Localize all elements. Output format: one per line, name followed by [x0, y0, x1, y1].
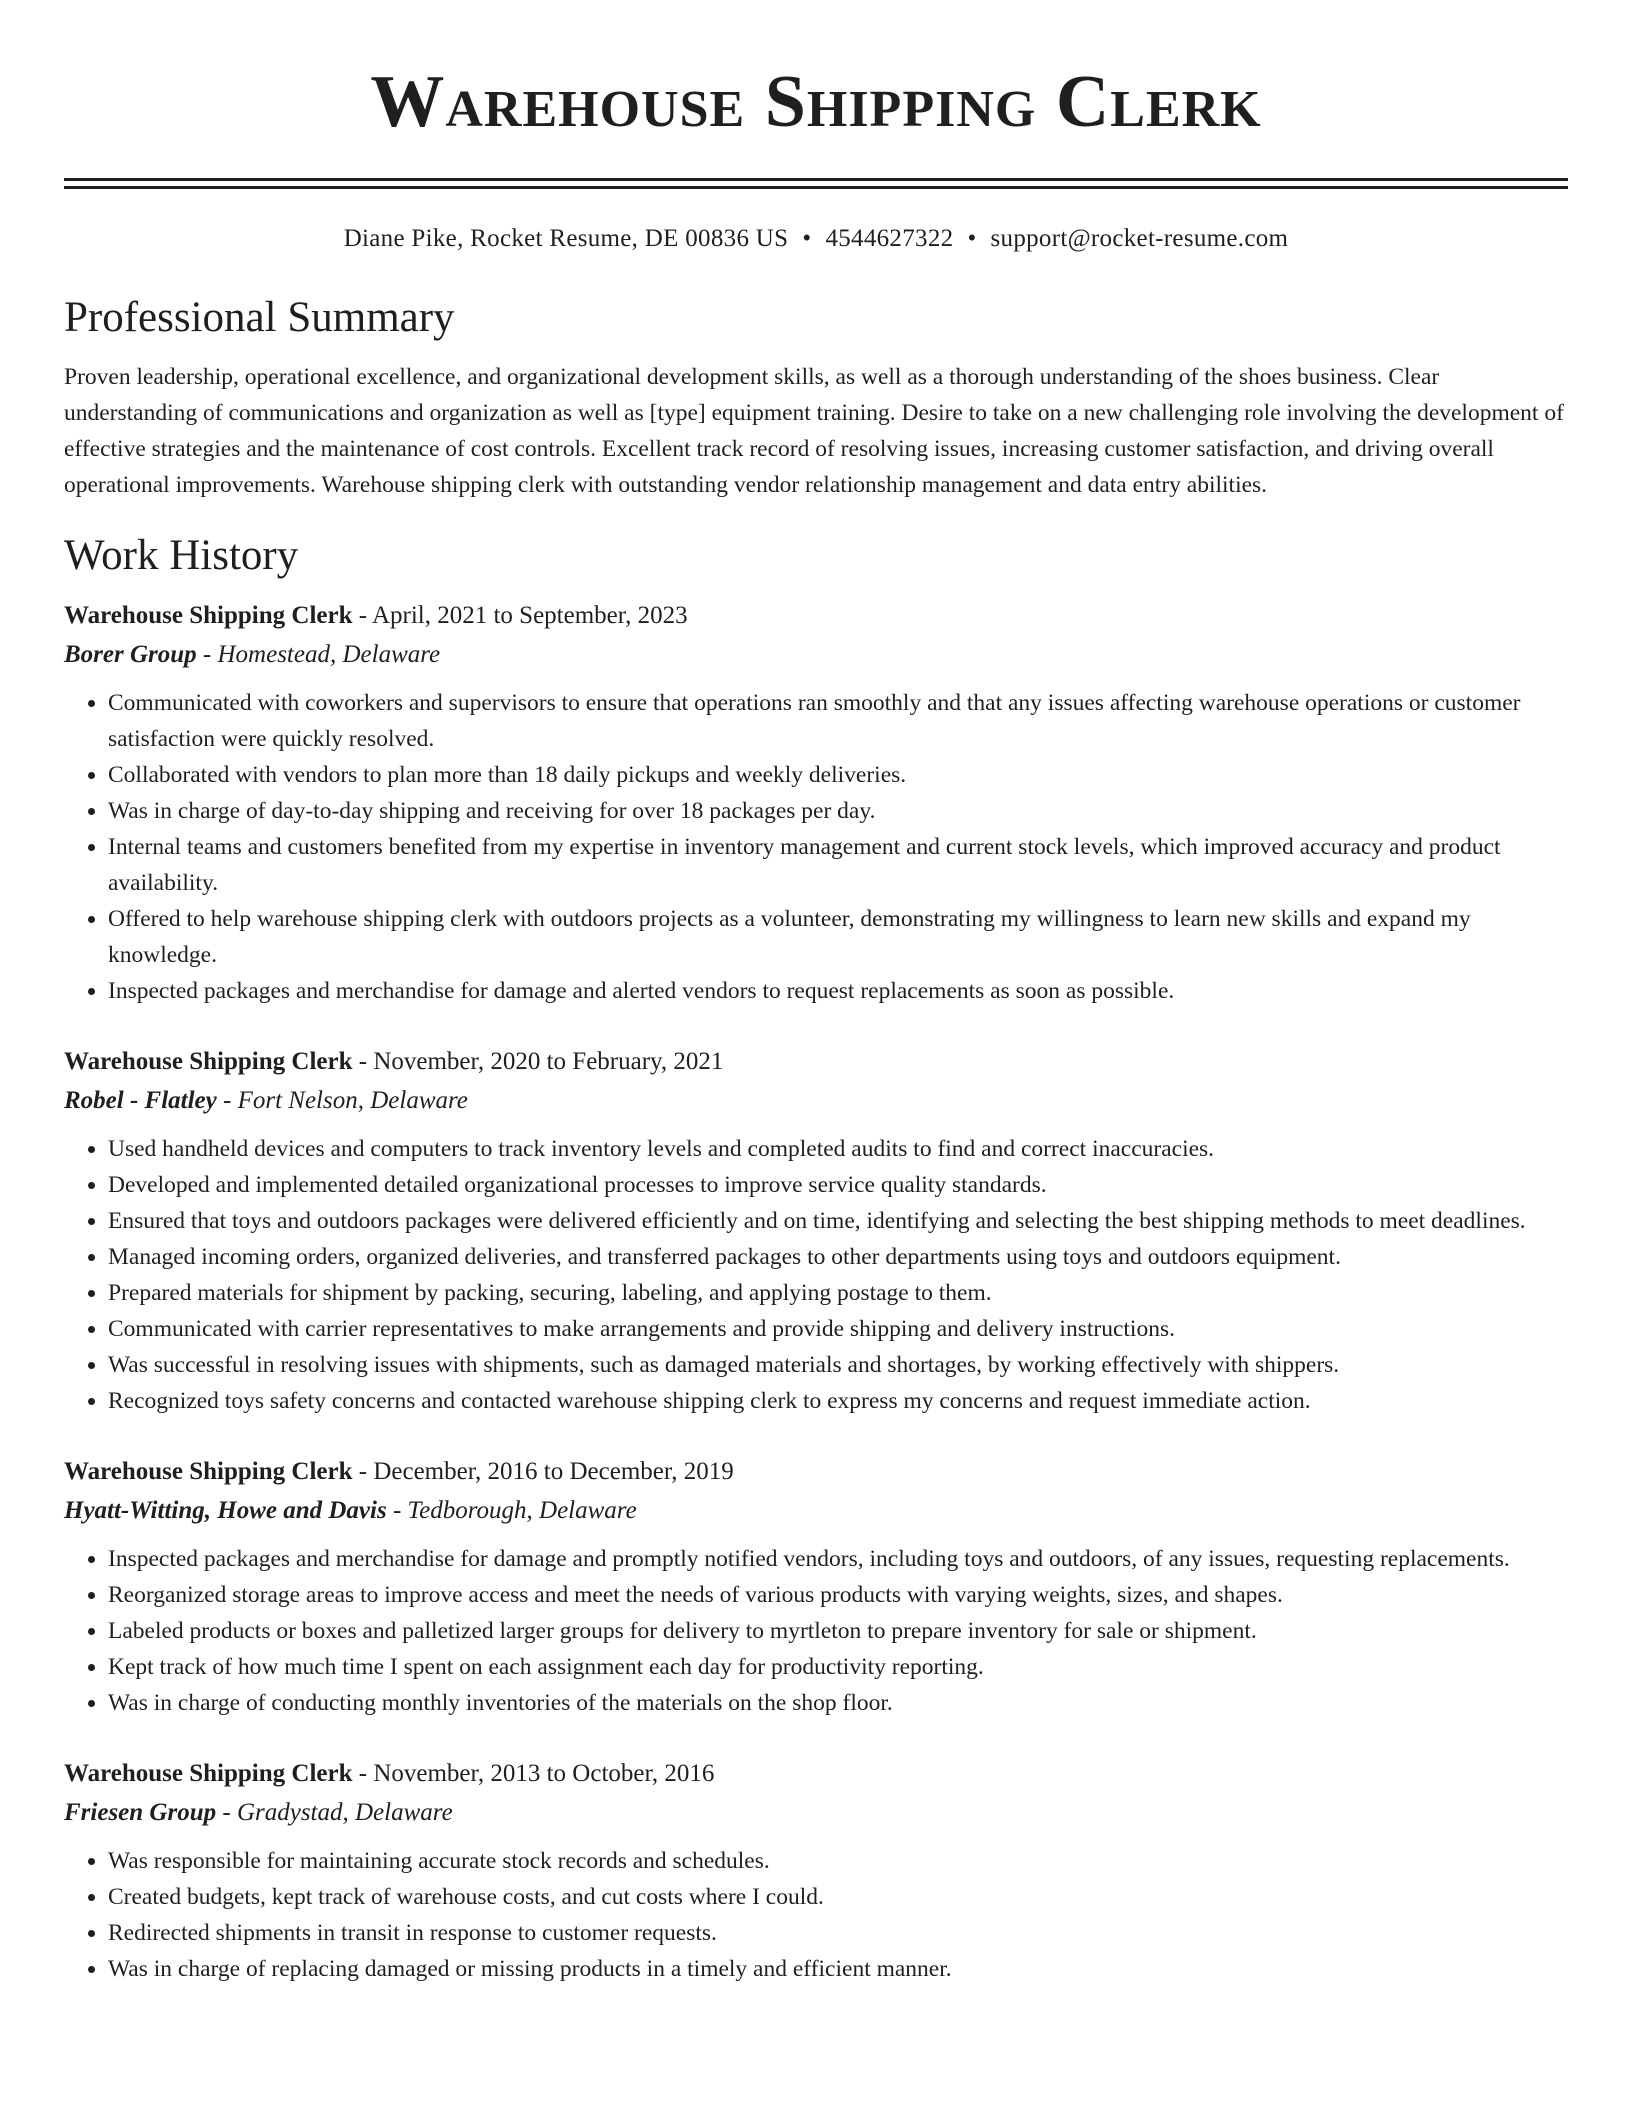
job-bullet: • Was in charge of day-to-day shipping and receiving for over 18 packages per day. — [108, 793, 1568, 829]
job-bullets — [64, 1541, 1568, 1721]
job-entry — [64, 597, 1568, 1009]
resume-title: Warehouse Shipping Clerk — [370, 61, 1262, 143]
job-bullet: • Used handheld devices and computers to track inventory levels and completed audits to find and correct inaccuracies. — [108, 1131, 1568, 1167]
job-dates: - November, 2020 to February, 2021 — [352, 1048, 724, 1075]
job-bullet: • Inspected packages and merchandise for damage and alerted vendors to request replacements as soon as possible. — [108, 973, 1568, 1009]
work-history-heading: Work History — [64, 532, 299, 579]
company-line — [64, 635, 1568, 675]
job-entry — [64, 1755, 1568, 1987]
job-bullet: • Created budgets, kept track of warehouse costs, and cut costs where I could. — [108, 1879, 1568, 1915]
job-bullet: • Internal teams and customers benefited from my expertise in inventory management and current stock levels, which improved accuracy and product availability. — [108, 829, 1568, 901]
contact-line — [64, 221, 1568, 257]
job-entry — [64, 1453, 1568, 1721]
job-bullet: • Was successful in resolving issues with shipments, such as damaged materials and shortages, by working effectively with shippers. — [108, 1347, 1568, 1383]
job-bullet: • Was responsible for maintaining accurate stock records and schedules. — [108, 1843, 1568, 1879]
job-title: Warehouse Shipping Clerk — [64, 1048, 353, 1075]
job-header — [64, 597, 1568, 635]
job-title: Warehouse Shipping Clerk — [64, 1458, 353, 1485]
job-bullet: • Offered to help warehouse shipping clerk with outdoors projects as a volunteer, demonstrating my willingness to learn new skills and expand my knowledge. — [108, 901, 1568, 973]
job-header — [64, 1453, 1568, 1491]
job-header — [64, 1043, 1568, 1081]
job-dates: - December, 2016 to December, 2019 — [352, 1458, 734, 1485]
company-line — [64, 1081, 1568, 1121]
job-title: Warehouse Shipping Clerk — [64, 1760, 353, 1787]
job-bullets — [64, 1131, 1568, 1419]
job-bullet: • Recognized toys safety concerns and contacted warehouse shipping clerk to express my concerns and request immediate action. — [108, 1383, 1568, 1419]
job-bullet: • Inspected packages and merchandise for damage and promptly notified vendors, including toys and outdoors, of any issues, requesting replacements. — [108, 1541, 1568, 1577]
company-line — [64, 1793, 1568, 1833]
job-bullets — [64, 685, 1568, 1009]
company-name: Borer Group — [64, 641, 197, 668]
job-title: Warehouse Shipping Clerk — [64, 602, 353, 629]
job-entry — [64, 1043, 1568, 1419]
job-bullet: • Managed incoming orders, organized deliveries, and transferred packages to other departments using toys and outdoors equipment. — [108, 1239, 1568, 1275]
company-name: Hyatt-Witting, Howe and Davis — [64, 1497, 387, 1524]
job-bullet: • Kept track of how much time I spent on each assignment each day for productivity reporting. — [108, 1649, 1568, 1685]
job-bullet: • Was in charge of conducting monthly inventories of the materials on the shop floor. — [108, 1685, 1568, 1721]
job-bullet: • Communicated with coworkers and supervisors to ensure that operations ran smoothly and that any issues affecting warehouse operations or customer satisfaction were quickly resolved. — [108, 685, 1568, 757]
job-bullets — [64, 1843, 1568, 1987]
job-bullet: • Labeled products or boxes and palletized larger groups for delivery to myrtleton to prepare inventory for sale or shipment. — [108, 1613, 1568, 1649]
company-location: - Homestead, Delaware — [196, 641, 441, 668]
contact-separator: • — [802, 225, 812, 252]
job-header — [64, 1755, 1568, 1793]
contact-email: support@rocket-resume.com — [990, 225, 1289, 252]
job-bullet: • Ensured that toys and outdoors packages were delivered efficiently and on time, identifying and selecting the best shipping methods to meet deadlines. — [108, 1203, 1568, 1239]
job-bullet: • Developed and implemented detailed organizational processes to improve service quality standards. — [108, 1167, 1568, 1203]
company-line — [64, 1491, 1568, 1531]
contact-address: Diane Pike, Rocket Resume, DE 00836 US — [343, 225, 789, 252]
company-name: Robel - Flatley — [64, 1087, 217, 1114]
job-bullet: • Communicated with carrier representatives to make arrangements and provide shipping and delivery instructions. — [108, 1311, 1568, 1347]
job-bullet: • Prepared materials for shipment by packing, securing, labeling, and applying postage to them. — [108, 1275, 1568, 1311]
company-name: Friesen Group — [64, 1799, 217, 1826]
company-location: - Tedborough, Delaware — [386, 1497, 637, 1524]
company-location: - Gradystad, Delaware — [216, 1799, 453, 1826]
job-bullet: • Redirected shipments in transit in response to customer requests. — [108, 1915, 1568, 1951]
company-location: - Fort Nelson, Delaware — [216, 1087, 468, 1114]
summary-heading: Professional Summary — [64, 294, 455, 341]
job-bullet: • Collaborated with vendors to plan more than 18 daily pickups and weekly deliveries. — [108, 757, 1568, 793]
contact-phone: 4544627322 — [825, 225, 954, 252]
job-dates: - April, 2021 to September, 2023 — [352, 602, 688, 629]
job-dates: - November, 2013 to October, 2016 — [352, 1760, 715, 1787]
job-bullet: • Reorganized storage areas to improve access and meet the needs of various products with varying weights, sizes, and shapes. — [108, 1577, 1568, 1613]
summary-text: Proven leadership, operational excellence, and organizational development skills, as well as a thorough understanding of the shoes business. Clear understanding of communications and organization as well as [type] equipment training. Desire to take on a new challenging role involving the development of effective strategies and the maintenance of cost controls. Excellent track record of resolving issues, increasing customer satisfaction, and driving overall operational improvements. Warehouse shipping clerk with outstanding vendor relationship management and data entry abilities. — [64, 364, 1564, 498]
contact-separator: • — [967, 225, 977, 252]
title-divider — [64, 178, 1568, 189]
job-bullet: • Was in charge of replacing damaged or missing products in a timely and efficient manner. — [108, 1951, 1568, 1987]
